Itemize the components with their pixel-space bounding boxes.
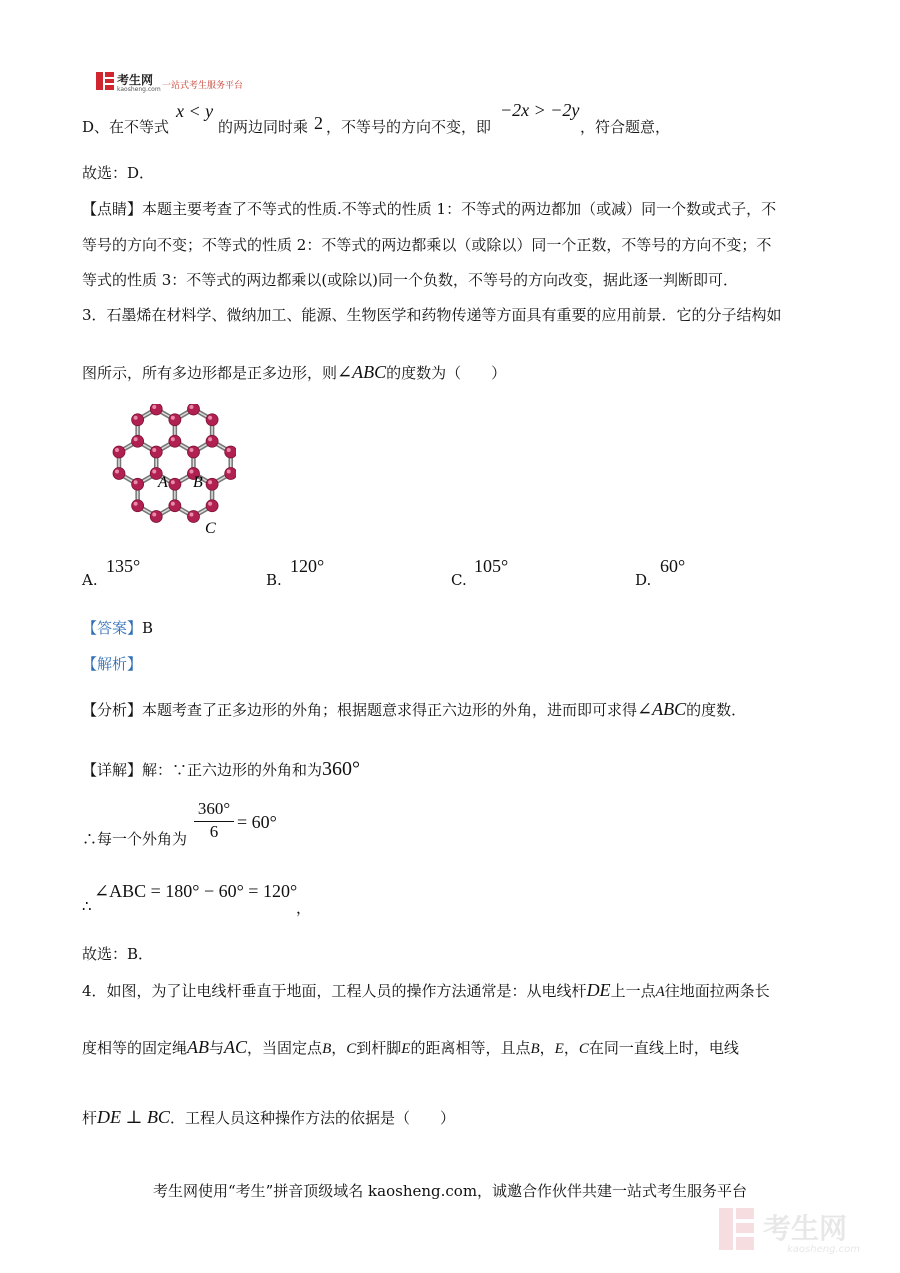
- atom-node: [132, 478, 144, 490]
- atom-highlight: [227, 470, 231, 474]
- q4-comma-2: ，: [539, 1039, 555, 1057]
- q4-line2-pre: 度相等的固定绳: [82, 1039, 188, 1057]
- step2-prefix: ∴: [82, 897, 92, 915]
- fenxi-text: 本题考查了正多边形的外角；根据题意求得正六边形的外角，进而即可求得: [142, 701, 638, 719]
- q4-ab: AB: [187, 1037, 210, 1057]
- q4-point-a: A: [655, 984, 665, 1000]
- q4-point-c2: C: [578, 1041, 589, 1057]
- analysis-tag: 【解析】: [82, 655, 143, 673]
- step1-denominator: 6: [209, 822, 219, 841]
- label-b: B: [193, 474, 203, 491]
- atom-node: [206, 500, 218, 512]
- q4-point-c: C: [346, 1041, 357, 1057]
- atom-highlight: [134, 480, 138, 484]
- atom-node: [206, 435, 218, 447]
- step1-result: = 60°: [237, 812, 277, 832]
- atom-node: [225, 446, 236, 458]
- atom-node: [225, 468, 236, 480]
- atom-highlight: [189, 448, 193, 452]
- note-line-3: 等式的性质 3：不等式的两边都乘以(或除以)同一个负数，不等号的方向改变，据此逐一判断即可．: [82, 271, 739, 289]
- q4-line2-mid3: 的距离相等，且点: [410, 1039, 531, 1057]
- option-d-mid2: ，不等号的方向不变，即: [326, 118, 492, 136]
- option-b-value: 120°: [290, 556, 325, 576]
- atom-node: [206, 414, 218, 426]
- fenxi-tag: 【分析】: [82, 701, 143, 719]
- atom-highlight: [171, 480, 175, 484]
- q4-line1-pre: 4．如图，为了让电线杆垂直于地面，工程人员的操作方法通常是：从电线杆: [82, 982, 587, 1000]
- logo-text: 考生网: [117, 73, 154, 87]
- atom-highlight: [115, 448, 119, 452]
- step2-end: ，: [296, 899, 312, 917]
- q4-line1-mid: 上一点: [610, 982, 656, 1000]
- atom-node: [132, 435, 144, 447]
- option-c-value: 105°: [474, 556, 509, 576]
- option-a-letter: A.: [82, 571, 98, 589]
- atom-node: [187, 404, 199, 415]
- atom-highlight: [152, 513, 156, 517]
- atom-node: [169, 435, 181, 447]
- option-d-value: 60°: [660, 556, 686, 576]
- q4-de: DE: [586, 980, 611, 1000]
- logo-sub: kaosheng.com: [117, 86, 161, 93]
- atom-highlight: [152, 448, 156, 452]
- q4-yu: 与: [209, 1039, 225, 1057]
- page-footer: 考生网使用“考生”拼音顶级域名 kaosheng.com，诚邀合作伙伴共建一站式考生服务平台: [152, 1182, 748, 1200]
- multiplier-two: 2: [314, 113, 323, 133]
- note-line-2: 等号的方向不变；不等式的性质 2：不等式的两边都乘以（或除以）同一个正数，不等号的方向不变；不: [82, 236, 772, 254]
- logo-slogan: 一站式考生服务平台: [162, 81, 244, 91]
- atom-node: [187, 446, 199, 458]
- q4-comma-1: ，: [331, 1039, 347, 1057]
- q2-choice: 故选：D．: [82, 164, 155, 182]
- option-d-end: ，符合题意，: [580, 118, 671, 136]
- atom-node: [113, 446, 125, 458]
- atom-node: [132, 414, 144, 426]
- atom-highlight: [171, 502, 175, 506]
- q3-line-2-pre: 图所示，所有多边形都是正多边形，则: [82, 364, 338, 382]
- atom-highlight: [189, 470, 193, 474]
- option-d-mid1: 的两边同时乘: [218, 118, 309, 136]
- atom-node: [206, 478, 218, 490]
- atom-highlight: [134, 416, 138, 420]
- atom-highlight: [134, 437, 138, 441]
- inequality-xy: x < y: [176, 101, 214, 121]
- kaosheng-logo-icon: [96, 72, 114, 90]
- option-d-letter: D.: [635, 571, 652, 589]
- atom-node: [169, 500, 181, 512]
- watermark-sub: kaosheng.com: [787, 1244, 860, 1255]
- q4-point-e: E: [401, 1041, 411, 1057]
- atom-node: [113, 468, 125, 480]
- watermark-logo-icon: [717, 1204, 877, 1256]
- atom-highlight: [208, 416, 212, 420]
- atom-highlight: [227, 448, 231, 452]
- note-line-1: 本题主要考查了不等式的性质.不等式的性质 1：不等式的两边都加（或减）同一个数或式子，不: [142, 200, 777, 218]
- atom-highlight: [208, 480, 212, 484]
- fenxi-angle: ∠ABC: [637, 699, 687, 719]
- option-a-value: 135°: [106, 556, 141, 576]
- xiangjie-tag: 【详解】: [82, 761, 143, 779]
- atom-node: [187, 511, 199, 523]
- graphene-figure: [86, 404, 236, 546]
- note-tag: 【点睛】: [82, 200, 143, 218]
- q4-line2-mid: ，当固定点: [247, 1039, 323, 1057]
- xiangjie-text: 解：∵正六边形的外角和为: [142, 761, 323, 779]
- option-c-letter: C.: [451, 571, 467, 589]
- option-d-prefix: D、在不等式: [82, 118, 170, 136]
- atom-highlight: [152, 405, 156, 409]
- atom-highlight: [171, 416, 175, 420]
- q3-line-2-post: 的度数为（ ）: [386, 364, 507, 382]
- q3-line-1: 3．石墨烯在材料学、微纳加工、能源、生物医学和药物传递等方面具有重要的应用前景．它的分子结构如: [82, 306, 782, 324]
- q4-ac: AC: [224, 1037, 248, 1057]
- atom-highlight: [115, 470, 119, 474]
- q4-line3-post: ．工程人员这种操作方法的依据是（ ）: [169, 1109, 455, 1127]
- atom-highlight: [134, 502, 138, 506]
- atom-highlight: [208, 502, 212, 506]
- answer-tag: 【答案】: [82, 619, 143, 637]
- q3-angle: ∠ABC: [337, 362, 387, 382]
- q4-perp: DE ⊥ BC: [97, 1107, 170, 1127]
- atom-highlight: [171, 437, 175, 441]
- q3-choice: 故选：B．: [82, 945, 154, 963]
- label-c: C: [205, 520, 216, 537]
- q4-line2-post: 在同一直线上时，电线: [588, 1039, 739, 1057]
- step1-prefix: ∴每一个外角为: [82, 830, 188, 848]
- atom-highlight: [208, 437, 212, 441]
- step2-expression: ∠ABC = 180° − 60° = 120°: [94, 881, 298, 901]
- atom-node: [150, 511, 162, 523]
- option-b-letter: B.: [266, 571, 282, 589]
- q4-point-b: B: [322, 1041, 332, 1057]
- fenxi-end: 的度数．: [686, 701, 747, 719]
- atom-highlight: [152, 470, 156, 474]
- atom-node: [150, 404, 162, 415]
- q4-point-b2: B: [530, 1041, 540, 1057]
- q4-line1-post: 往地面拉两条长: [664, 982, 770, 1000]
- xiangjie-value: 360°: [322, 758, 361, 780]
- atom-node: [169, 478, 181, 490]
- watermark-text: 考生网: [763, 1212, 848, 1245]
- atom-node: [132, 500, 144, 512]
- q4-line2-mid2: 到杆脚: [356, 1039, 402, 1057]
- inequality-neg: −2x > −2y: [500, 100, 580, 120]
- q4-comma-3: ，: [563, 1039, 579, 1057]
- atom-node: [169, 414, 181, 426]
- answer-value: B: [142, 619, 154, 637]
- label-a: A: [158, 474, 168, 491]
- atom-node: [150, 446, 162, 458]
- step1-numerator: 360°: [194, 799, 234, 822]
- q4-line3-pre: 杆: [82, 1109, 98, 1127]
- atom-highlight: [189, 405, 193, 409]
- atom-highlight: [189, 513, 193, 517]
- q4-point-e2: E: [554, 1041, 564, 1057]
